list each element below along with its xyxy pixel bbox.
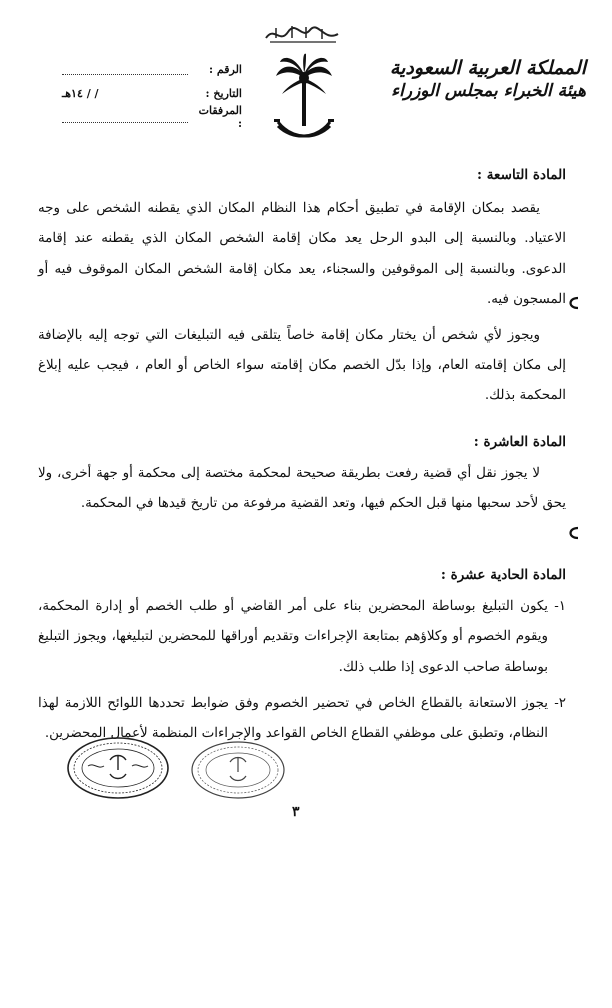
date-label: التاريخ : [205,86,242,100]
article-paragraph: ويجوز لأي شخص أن يختار مكان إقامة خاصاً يتلقى فيه التبليغات التي توجه إليه بالإضافة إلى مكان إقامته العام، وإذا بدّل الخصم مكان إقامته سواء الخاص أو العام ، فيجب عليه إبلاغ المحكمة بذلك. [38,328,566,404]
saudi-emblem-icon [272,52,336,148]
item-text: يجوز الاستعانة بالقطاع الخاص في تحضير الخصوم وفق ضوابط تحددها اللوائح اللازمة لهذا النظام، وتطبق على موظفي القطاع الخاص القواعد والإجراءات المنظمة لأعمال المحضرين. [38,695,548,742]
item-number: ٢- [554,695,566,711]
article-heading: المادة التاسعة : [477,167,566,183]
official-seal-icon [190,740,286,800]
ref-number-line [62,64,188,75]
ref-number-row [62,57,242,81]
item-text: يكون التبليغ بوساطة المحضرين بناء على أمر القاضي أو طلب الخصم أو إدارة المحكمة، ويقوم الخصوم أو وكلاؤهم بمتابعة الإجراءات وتقديم أوراقها للمحضرين لتبليغها، ويجوز التبليغ بوساطة صاحب الدعوى إذا طلب ذلك. [38,599,548,675]
letterhead-fields [62,57,242,129]
date-row [62,81,242,105]
article-paragraph: لا يجوز نقل أي قضية رفعت بطريقة صحيحة لمحكمة مختصة إلى محكمة أو جهة أخرى، ولا يحق لأحد سحبها منها قبل الحكم فيها، وتعد القضية مرفوعة من تاريخ قيدها في المحكمة. [38,466,566,512]
article-10 [38,427,566,520]
authority-name: هيئة الخبراء بمجلس الوزراء [391,81,586,101]
letterhead-title [376,56,586,102]
attachments-row [62,105,242,129]
article-9 [38,160,566,412]
ref-number-label: الرقم : [209,62,242,76]
article-heading: المادة الحادية عشرة : [440,567,566,583]
kingdom-name: المملكة العربية السعودية [389,57,586,79]
item-number: ١- [554,599,566,615]
basmala-text [262,20,342,48]
article-11 [38,560,566,749]
attachments-label: المرفقات : [198,104,242,130]
attachments-line [62,112,188,123]
article-paragraph: يقصد بمكان الإقامة في تطبيق أحكام هذا النظام المكان الذي يقطنه الشخص على وجه الاعتياد. وبالنسبة إلى البدو الرحل يعد مكان إقامة الشخص المكان الذي يقطنه عند إقامة الدعوى. وبالنسبة إلى الموقوفين والسجناء، يعد مكان إقامة الشخص المكان الموقوف فيه أو المسجون فيه. [38,201,566,307]
article-heading: المادة العاشرة : [473,434,566,450]
margin-mark-icon [564,296,584,310]
page-number: ٣ [292,804,300,820]
official-seal-icon [66,736,170,800]
numbered-item [38,592,566,683]
margin-mark-icon [564,526,584,540]
date-value: / / ١٤هـ [62,86,99,100]
